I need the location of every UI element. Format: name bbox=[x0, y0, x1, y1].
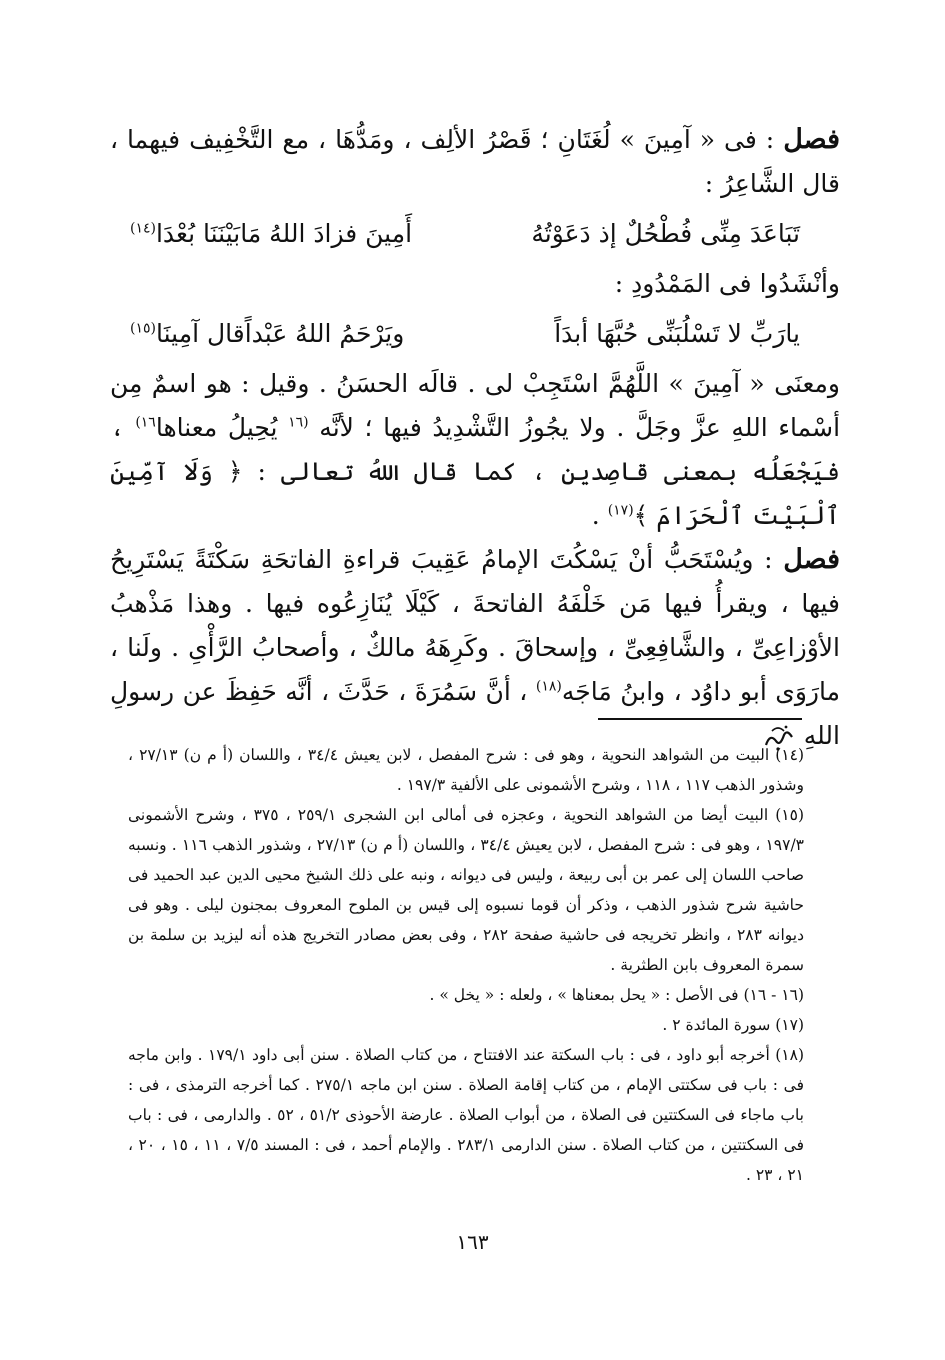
hemistich-text: أَمِينَ فزادَ اللهُ مَابَيْنَنَا بُعْدَا bbox=[155, 219, 413, 248]
paragraph-meaning bbox=[110, 362, 840, 538]
paragraph-fasl-amin bbox=[110, 118, 840, 206]
paragraph-text: يُحِيلُ معناها bbox=[155, 413, 278, 442]
paragraph-fasl-sakta bbox=[110, 538, 840, 758]
footnote-ref: (١٨) bbox=[535, 678, 562, 695]
footnotes bbox=[128, 740, 804, 1190]
paragraph-mamdud bbox=[110, 262, 840, 306]
footnote-15: (١٥) البيت أيضا من الشواهد النحوية ، وعجزه فى أمالى ابن الشجرى ٢٥٩/١ ، ٣٧٥ ، وشرح الأشمونى ١٩٧/٣ ، وهو فى : شرح المفصل ، لابن يعيش ٣٤/٤ ، واللسان (أ م ن) ٢٧/١٣ ، وشذور الذهب ١١٦ . ونسبه صاحب اللسان إلى عمر بن أبى ربيعة ، وليس فى ديوانه ، ونبه على ذلك الشيخ محيى الدين عبد الحميد فى حاشية شرح شذور الذهب ، وذكر أن قوما نسبوه إلى قيس بن الملوح المعروف بمجنون ليلى . وهو فى ديوانه ٢٨٣ ، وانظر تخريجه فى حاشية صفحة ٢٨٢ ، وفى بعض مصادر التخريج هذه أنه ليزيد بن سلمة بن سمرة المعروف بابن الطثرية . bbox=[128, 806, 805, 974]
paragraph-text: ، فيَجْعَلُه بمعنى قاصِدين ، كما قال اللهُ تعالى : ﴿ وَلَا آمِّينَ ٱلْبَيْتَ ٱلْحَرَامَ ﴾ bbox=[110, 413, 840, 530]
footnote-16: (١٦ - ١٦) فى الأصل : « يحل بمعناها » ، ولعله : « يخل » . bbox=[429, 986, 804, 1004]
paragraph-text: ومعنَى « آمِينَ » اللَّهُمَّ اسْتَجِبْ لى . قالَه الحسَنُ . وقيل : هو اسمٌ مِن أسْماء اللهِ عزَّ وجَلَّ . ولا يجُوزُ التَّشْدِيدُ فيها ؛ لأنَّه bbox=[110, 369, 841, 442]
footnote-14: (١٤) البيت من الشواهد النحوية ، وهو فى : شرح المفصل ، لابن يعيش ٣٤/٤ ، واللسان (أ م ن) ٢٧/١٣ ، وشذور الذهب ١١٧ ، ١١٨ ، وشرح الأشمونى على الألفية ١٩٧/٣ . bbox=[128, 746, 805, 794]
verse-second-hemistich bbox=[130, 312, 404, 356]
paragraph-text: : ويُسْتَحَبُّ أنْ يَسْكُتَ الإمامُ عَقِيبَ قراءةِ الفاتحَةِ سَكْتَةً يَسْتَرِيحُ فيها ، ويقرأُ فيها مَن خَلْفَهُ الفاتحةَ ، كَيْلَا يُنَازِعُوه فيها . وهذا مَذْهبُ الأوْزاعِىِّ ، والشَّافِعِىِّ ، وإسحاقَ . وكَرِهَهُ مالكٌ ، وأصحابُ الرَّأْىِ . ولَنا ، مارَوَى أبو داوُد ، وابنُ مَاجَه bbox=[110, 545, 841, 706]
paragraph-text: ، أنَّ سَمُرَةَ ، حَدَّثَ ، أنَّه حَفِظَ عن رسولِ اللهِ bbox=[110, 677, 840, 750]
footnote-17: (١٧) سورة المائدة ٢ . bbox=[662, 1016, 804, 1034]
page-number: ١٦٣ bbox=[456, 1230, 489, 1254]
footnote-ref: (١٦ bbox=[288, 414, 309, 431]
footnote-ref: (١٤) bbox=[130, 220, 156, 237]
footnote-18: (١٨) أخرجه أبو داود ، فى : باب السكتة عند الافتتاح ، من كتاب الصلاة . سنن أبى داود ١٧٩/١ . وابن ماجه فى : باب فى سكتتى الإمام ، من كتاب إقامة الصلاة . سنن ابن ماجه ٢٧٥/١ . كما أخرجه الترمذى ، فى : باب ماجاء فى السكتتين فى الصلاة ، من أبواب الصلاة . عارضة الأحوذى ٥١/٢ ، ٥٢ . والدارمى ، فى : باب فى السكتتين ، من كتاب الصلاة . سنن الدارمى ٢٨٣/١ . والإمام أحمد ، فى : المسند ٧/٥ ، ١١ ، ١٥ ، ٢٠ ، ٢١ ، ٢٣ . bbox=[128, 1046, 805, 1184]
paragraph-end: . bbox=[591, 501, 600, 530]
footnote-ref: ١٦) bbox=[135, 414, 156, 431]
verse-first-hemistich: يارَبِّ لا تَسْلُبَنِّى حُبَّهَا أبدَاً bbox=[554, 319, 800, 348]
verse-line bbox=[110, 312, 840, 356]
footnote-ref: (١٧) bbox=[607, 502, 634, 519]
main-text bbox=[110, 118, 840, 758]
footnote-ref: (١٥) bbox=[130, 320, 156, 337]
section-heading: فصل bbox=[783, 124, 840, 155]
hemistich-text: ويَرْحَمُ اللهُ عَبْداًقال آمِينَا bbox=[155, 319, 405, 348]
footnote-separator bbox=[598, 718, 802, 720]
section-heading: فصل bbox=[783, 544, 840, 575]
verse-second-hemistich bbox=[130, 212, 412, 256]
verse-first-hemistich: تَبَاعَدَ مِنِّى فُطْحُلٌ إذ دَعَوْتُهُ bbox=[531, 219, 800, 248]
verse-line bbox=[110, 212, 840, 256]
paragraph-text: : فى « آمِينَ » لُغَتَانِ ؛ قَصْرُ الألِف ، ومَدُّهَا ، مع التَّخْفِيف فيهما ، قال الشَّاعِرُ : bbox=[110, 125, 840, 198]
paragraph-text: وأنْشَدُوا فى المَمْدُودِ : bbox=[614, 269, 840, 298]
